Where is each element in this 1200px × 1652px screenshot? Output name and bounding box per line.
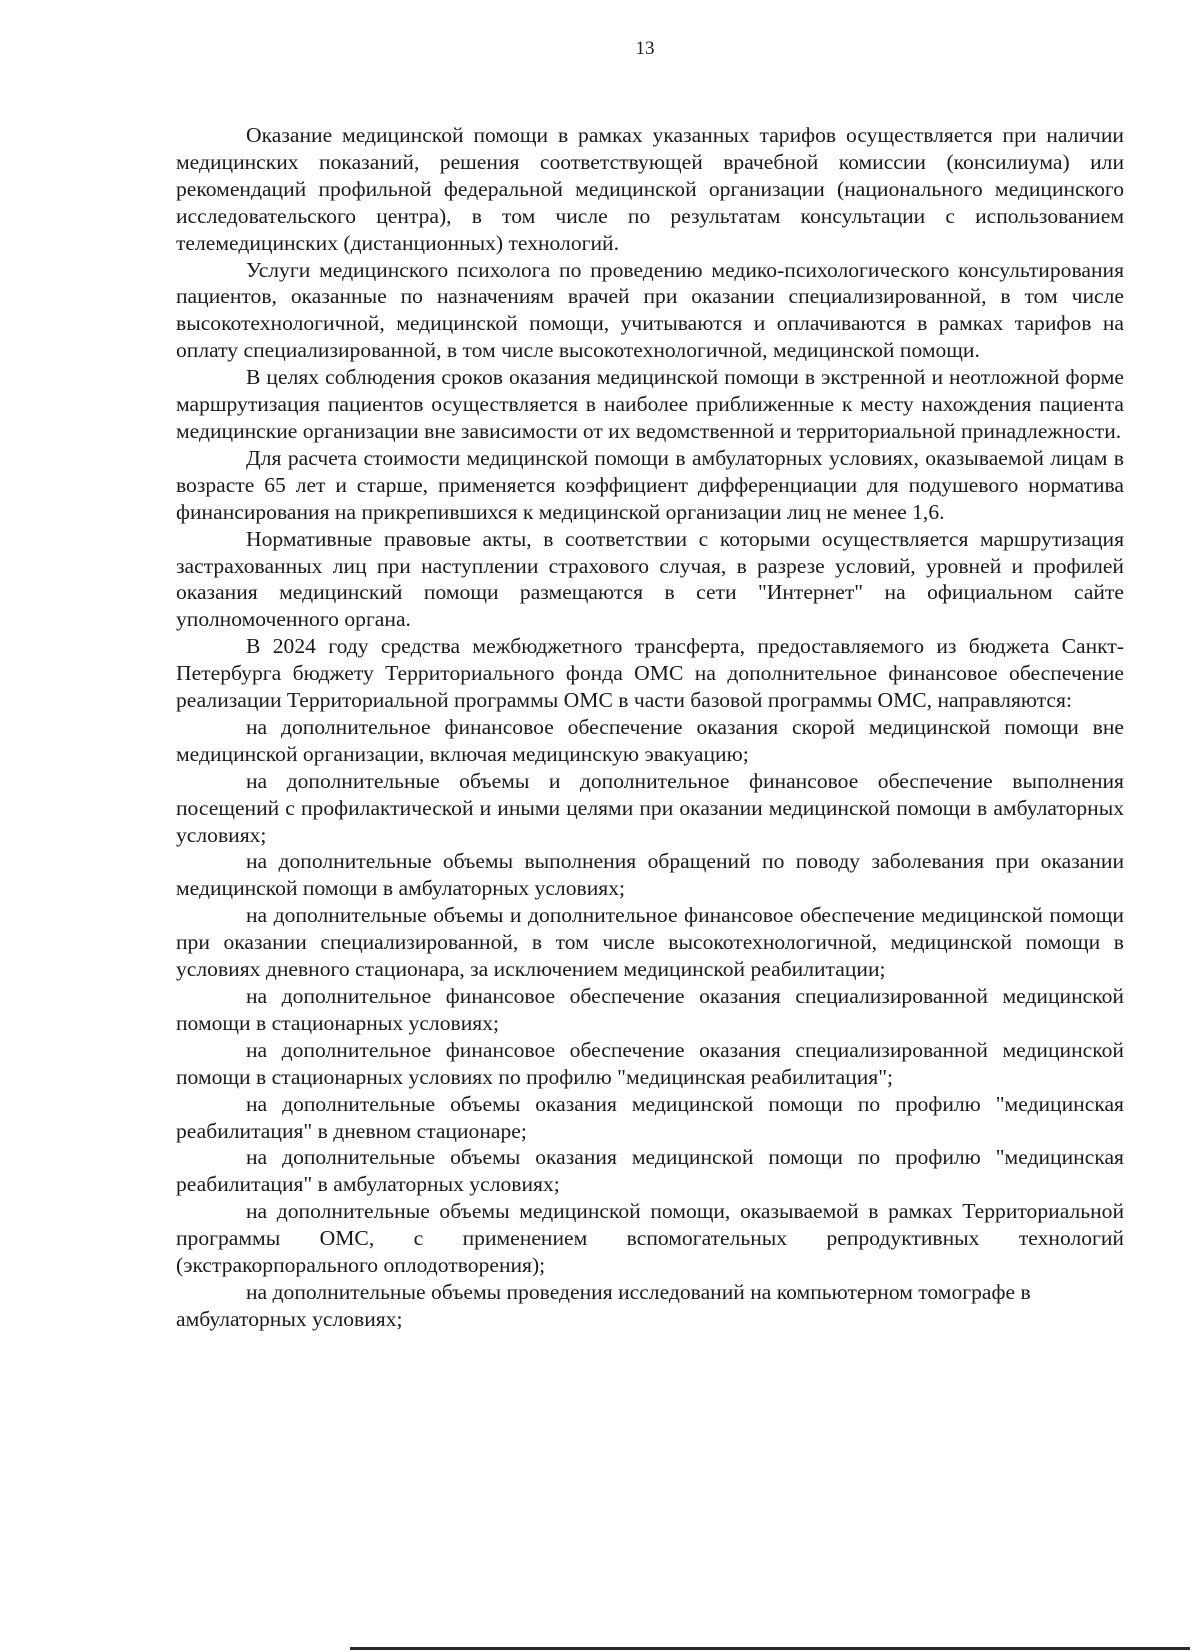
paragraph: Услуги медицинского психолога по проведению медико-психологического консультирования пациентов, оказанные по назначениям врачей при оказании специализированной, в том числе высокотехнологичной, медицинской помощи, учитываются и оплачиваются в рамках тарифов на оплату специализированной, в том числе высокотехнологичной, медицинской помощи. [176,257,1124,363]
paragraph: Для расчета стоимости медицинской помощи в амбулаторных условиях, оказываемой лицам в возрасте 65 лет и старше, применяется коэффициент дифференциации для подушевого норматива финансирования на прикрепившихся к медицинской организации лиц не менее 1,6. [176,445,1124,524]
document-body [176,122,1124,1333]
list-item-paragraph: на дополнительные объемы проведения исследований на компьютерном томографе в амбулаторных условиях; [176,1279,1031,1331]
list-item-paragraph: на дополнительные объемы выполнения обращений по поводу заболевания при оказании медицинской помощи в амбулаторных условиях; [176,849,1124,901]
list-item-paragraph: на дополнительное финансовое обеспечение оказания специализированной медицинской помощи в стационарных условиях; [176,984,1124,1035]
paragraph: Оказание медицинской помощи в рамках указанных тарифов осуществляется при наличии медицинских показаний, решения соответствующей врачебной комиссии (консилиума) или рекомендаций профильной федеральной медицинской организации (национального медицинского исследовательского центра), в том числе по результатам консультации с использованием телемедицинских (дистанционных) технологий. [176,123,1124,255]
list-item-paragraph: на дополнительные объемы оказания медицинской помощи по профилю "медицинская реабилитация" в амбулаторных условиях; [176,1145,1124,1197]
paragraph: В 2024 году средства межбюджетного трансферта, предоставляемого из бюджета Санкт-Петербурга бюджету Территориального фонда ОМС на дополнительное финансовое обеспечение реализации Территориальной программы ОМС в части базовой программы ОМС, направляются: [176,634,1124,713]
list-item-paragraph: на дополнительные объемы медицинской помощи, оказываемой в рамках Территориальной программы ОМС, с применением вспомогательных репродуктивных технологий (экстракорпорального оплодотворения); [176,1199,1124,1278]
list-item-paragraph: на дополнительные объемы и дополнительное финансовое обеспечение медицинской помощи при оказании специализированной, в том числе высокотехнологичной, медицинской помощи в условиях дневного стационара, за исключением медицинской реабилитации; [176,903,1124,982]
scan-edge-line [350,1647,1190,1650]
paragraph: В целях соблюдения сроков оказания медицинской помощи в экстренной и неотложной форме маршрутизация пациентов осуществляется в наиболее приближенные к месту нахождения пациента медицинские организации вне зависимости от их ведомственной и территориальной принадлежности. [176,365,1124,443]
paragraph: Нормативные правовые акты, в соответствии с которыми осуществляется маршрутизация застрахованных лиц при наступлении страхового случая, в разрезе условий, уровней и профилей оказания медицинский помощи размещаются в сети "Интернет" на официальном сайте уполномоченного органа. [176,526,1124,632]
page-number: 13 [635,38,655,59]
list-item-paragraph: на дополнительные объемы оказания медицинской помощи по профилю "медицинская реабилитация" в дневном стационаре; [176,1091,1124,1143]
list-item-paragraph: на дополнительное финансовое обеспечение оказания специализированной медицинской помощи в стационарных условиях по профилю "медицинская реабилитация"; [176,1037,1124,1089]
list-item-paragraph: на дополнительные объемы и дополнительное финансовое обеспечение выполнения посещений с профилактической и иными целями при оказании медицинской помощи в амбулаторных условиях; [176,768,1124,847]
list-item-paragraph: на дополнительное финансовое обеспечение оказания скорой медицинской помощи вне медицинской организации, включая медицинскую эвакуацию; [176,714,1124,766]
